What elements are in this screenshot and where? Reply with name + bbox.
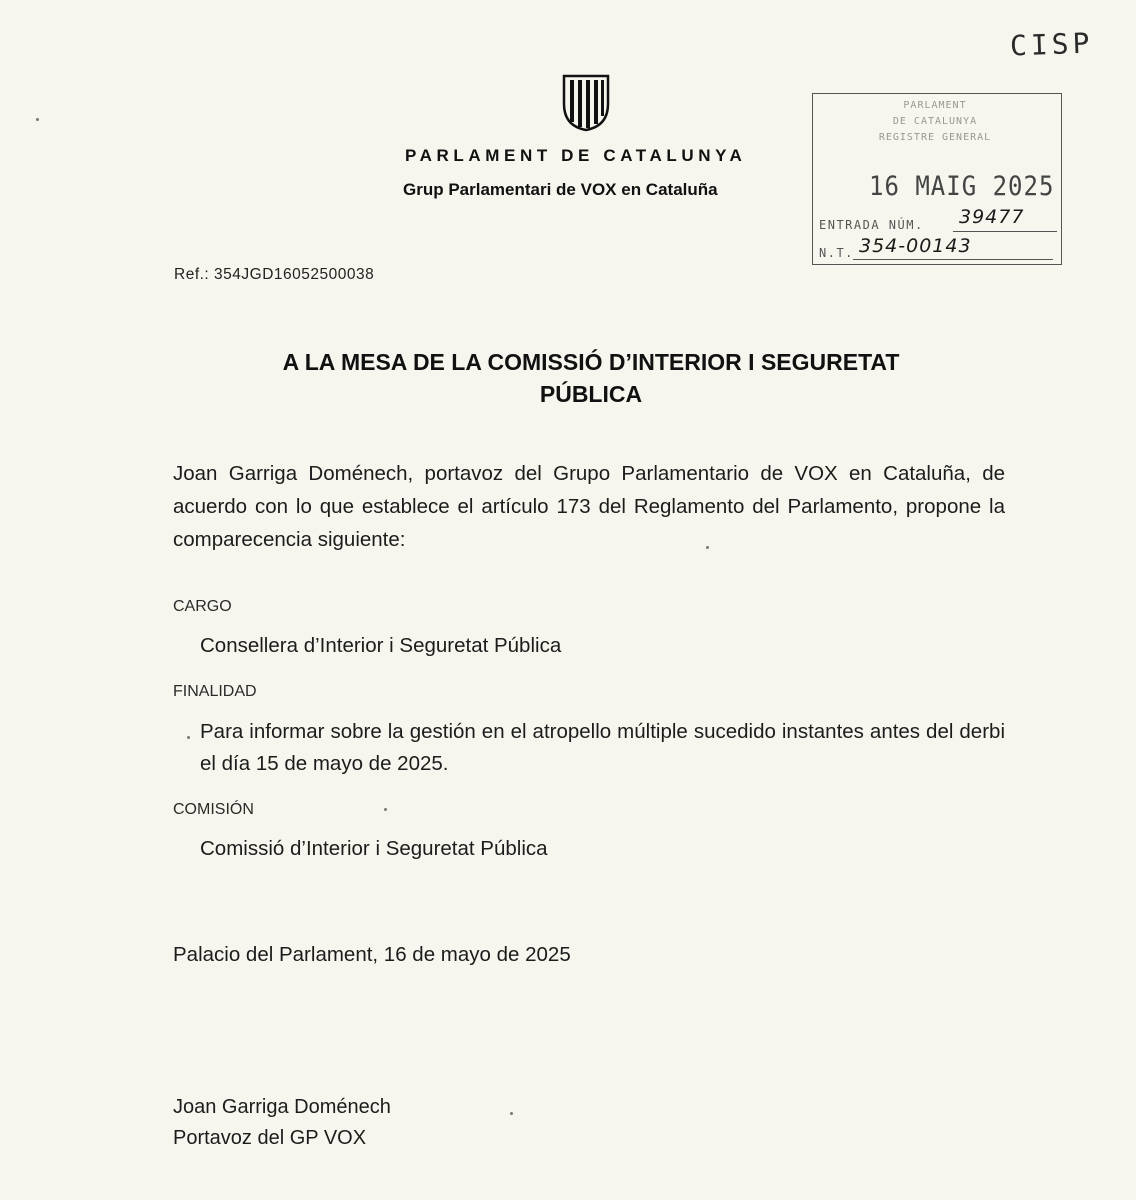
scan-speck — [706, 546, 709, 549]
cargo-label: CARGO — [173, 598, 232, 615]
intro-paragraph: Joan Garriga Doménech, portavoz del Grupo Parlamentario de VOX en Cataluña, de acuerdo con lo que establece el artículo 173 del Reglamento del Parlamento, propone la comparecencia siguiente: — [173, 462, 1005, 551]
scan-speck — [187, 736, 190, 739]
reference-number: Ref.: 354JGD16052500038 — [174, 266, 375, 283]
stamp-nt-label: N.T. — [819, 246, 854, 260]
signatory-name: Joan Garriga Doménech — [173, 1096, 391, 1118]
catalan-coat-of-arms-icon — [562, 74, 610, 132]
finalidad-label: FINALIDAD — [173, 683, 257, 700]
comision-label: COMISIÓN — [173, 801, 254, 818]
stamp-date: 16 MAIG 2025 — [869, 170, 1055, 202]
parliament-name: PARLAMENT DE CATALUNYA — [405, 146, 747, 165]
stamp-faded-text: PARLAMENT — [903, 100, 967, 111]
stamp-nt-number: 354-00143 — [859, 235, 972, 257]
stamp-entry-label: ENTRADA NÚM. — [819, 218, 924, 232]
scan-speck — [384, 808, 387, 811]
stamp-entry-number: 39477 — [959, 206, 1025, 228]
stamp-faded-text: DE CATALUNYA — [892, 116, 978, 127]
registry-stamp — [812, 93, 1062, 265]
handwritten-annotation: CISP — [1009, 26, 1094, 63]
scan-speck — [36, 118, 39, 121]
stamp-underline — [953, 231, 1057, 232]
comision-value: Comissió d’Interior i Seguretat Pública — [200, 837, 548, 860]
stamp-underline — [853, 259, 1053, 260]
place-and-date: Palacio del Parlament, 16 de mayo de 2025 — [173, 943, 571, 966]
stamp-faded-text: REGISTRE GENERAL — [878, 132, 992, 143]
scan-speck — [510, 1112, 513, 1115]
document-title: A LA MESA DE LA COMISSIÓ D’INTERIOR I SEGURETAT PÚBLICA — [282, 349, 900, 407]
cargo-value: Consellera d’Interior i Seguretat Pública — [200, 634, 562, 657]
signatory-role: Portavoz del GP VOX — [173, 1127, 367, 1149]
finalidad-value: Para informar sobre la gestión en el atropello múltiple sucedido instantes antes del derbi el día 15 de mayo de 2025. — [200, 720, 1005, 775]
parliamentary-group-name: Grup Parlamentari de VOX en Cataluña — [403, 180, 718, 199]
